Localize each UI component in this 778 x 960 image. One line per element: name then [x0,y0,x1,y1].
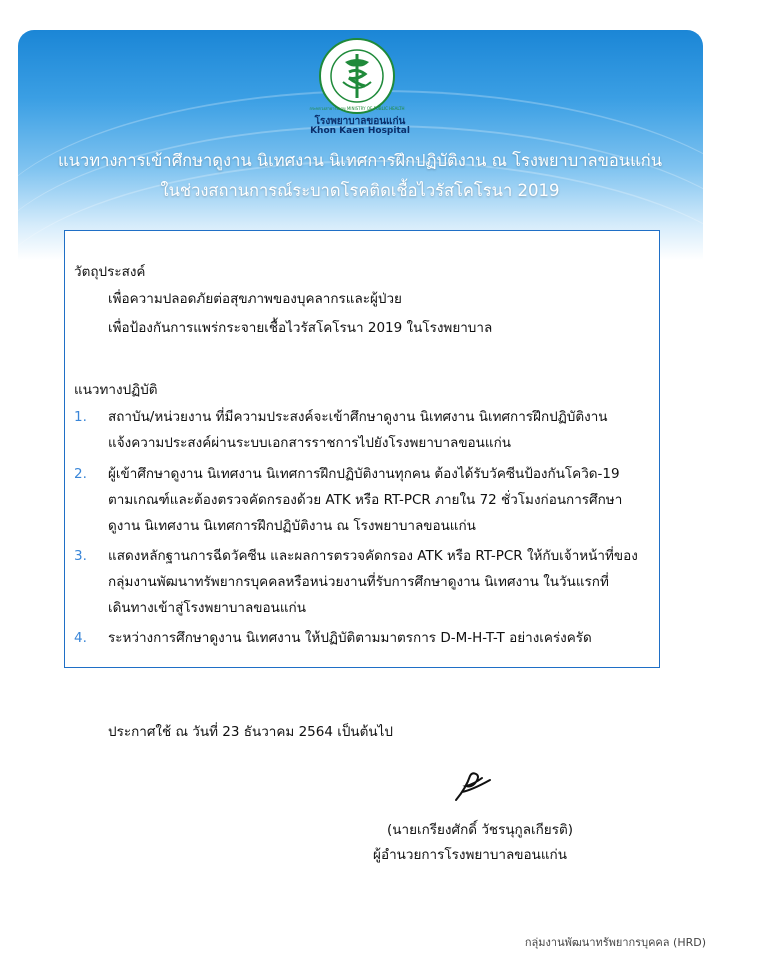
announcement-date: ประกาศใช้ ณ วันที่ 23 ธันวาคม 2564 เป็นต้นไป [108,724,393,740]
guideline-line: ผู้เข้าศึกษาดูงาน นิเทศงาน นิเทศการฝึกปฏิบัติงานทุกคน ต้องได้รับวัคซีนป้องกันโควิด-19 [108,466,620,482]
signer-name: (นายเกรียงศักดิ์ วัชรนุกูลเกียรติ) [387,822,573,838]
guidelines-heading: แนวทางปฏิบัติ [74,382,158,398]
page-title [20,146,700,206]
objective-item: เพื่อป้องกันการแพร่กระจายเชื้อไวรัสโคโรนา 2019 ในโรงพยาบาล [108,320,493,336]
signer-title: ผู้อำนวยการโรงพยาบาลขอนแก่น [373,847,567,863]
guideline-line: ระหว่างการศึกษาดูงาน นิเทศงาน ให้ปฏิบัติตามมาตรการ D-M-H-T-T อย่างเคร่งครัด [108,630,592,646]
guideline-line: ดูงาน นิเทศงาน นิเทศการฝึกปฏิบัติงาน ณ โรงพยาบาลขอนแก่น [108,518,476,534]
page-title-line-2: ในช่วงสถานการณ์ระบาดโรคติดเชื้อไวรัสโคโรนา 2019 [160,181,560,200]
guideline-number: 2. [74,466,87,482]
guideline-line: สถาบัน/หน่วยงาน ที่มีความประสงค์จะเข้าศึกษาดูงาน นิเทศงาน นิเทศการฝึกปฏิบัติงาน [108,409,608,425]
hospital-name-thai: โรงพยาบาลขอนแก่น [314,116,406,127]
page-title-line-1: แนวทางการเข้าศึกษาดูงาน นิเทศงาน นิเทศการฝึกปฏิบัติงาน ณ โรงพยาบาลขอนแก่น [58,151,662,170]
guideline-number: 3. [74,548,87,564]
guideline-line: แจ้งความประสงค์ผ่านระบบเอกสารราชการไปยังโรงพยาบาลขอนแก่น [108,435,511,451]
objective-item: เพื่อความปลอดภัยต่อสุขภาพของบุคลากรและผู้ป่วย [108,291,402,307]
guideline-number: 1. [74,409,87,425]
footer-department: กลุ่มงานพัฒนาทรัพยากรบุคคล (HRD) [524,936,706,949]
guideline-line: เดินทางเข้าสู่โรงพยาบาลขอนแก่น [108,600,306,616]
signature-mark [452,770,494,804]
guideline-line: กลุ่มงานพัฒนาทรัพยากรบุคคลหรือหน่วยงานที่รับการศึกษาดูงาน นิเทศงาน ในวันแรกที่ [108,574,609,590]
seal-text: กระทรวงสาธารณสุข MINISTRY OF PUBLIC HEALTH [309,106,405,111]
guideline-line: แสดงหลักฐานการฉีดวัคซีน และผลการตรวจคัดกรอง ATK หรือ RT-PCR ให้กับเจ้าหน้าที่ของ [108,548,638,564]
objectives-heading: วัตถุประสงค์ [74,264,146,280]
guideline-line: ตามเกณฑ์และต้องตรวจคัดกรองด้วย ATK หรือ RT-PCR ภายใน 72 ชั่วโมงก่อนการศึกษา [108,492,623,508]
guideline-number: 4. [74,630,87,646]
hospital-name-english: Khon Kaen Hospital [310,126,410,136]
ministry-seal-logo [309,38,405,114]
